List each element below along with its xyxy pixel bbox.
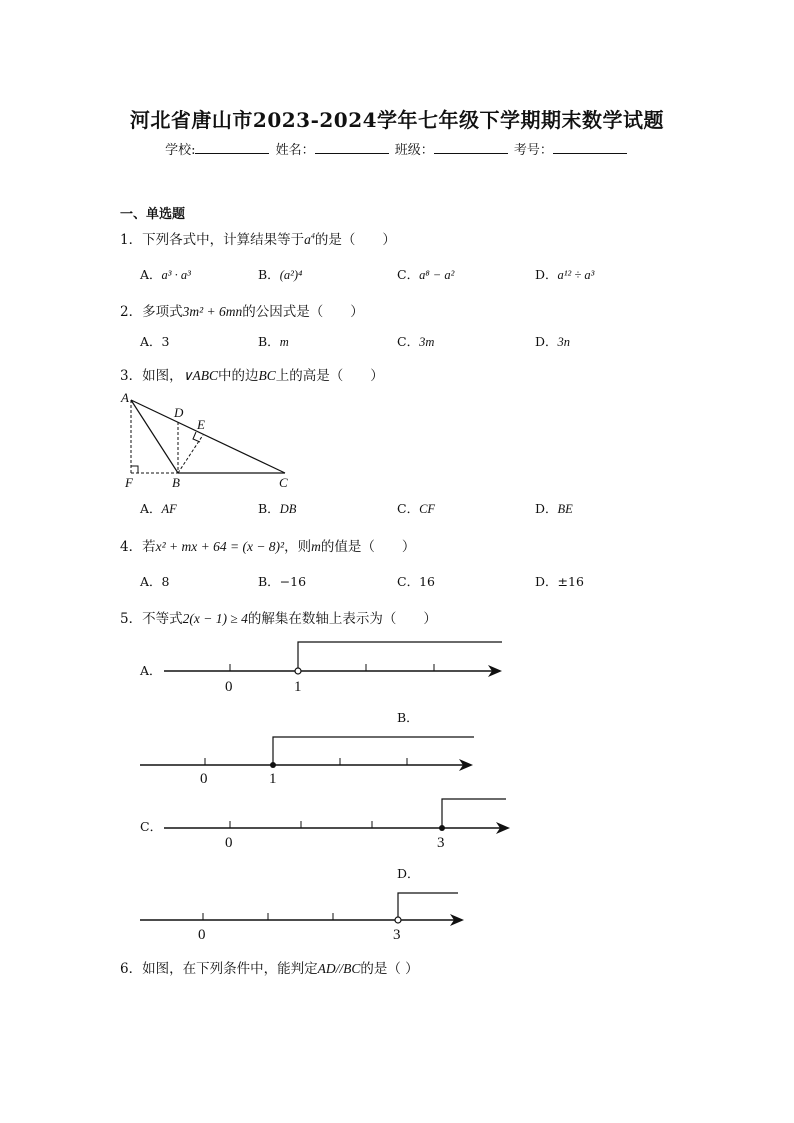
- segment-be: [178, 435, 203, 473]
- tick-label-0: 0: [200, 771, 208, 787]
- option-letter: C．: [397, 267, 420, 282]
- q3-math-2: BC: [258, 368, 276, 383]
- option-letter: B．: [258, 574, 280, 589]
- option-letter: D．: [535, 574, 558, 589]
- q5-option-a-number-line: [160, 636, 510, 696]
- q4-option-b[interactable]: [258, 572, 306, 590]
- option-letter: C．: [397, 574, 420, 589]
- q1-text-end: 的是（ ）: [314, 232, 396, 248]
- option-text: a³ · a³: [161, 268, 191, 282]
- option-text: 3: [161, 334, 170, 349]
- label-c: C: [279, 475, 288, 490]
- question-1-stem: [120, 228, 396, 248]
- number-label: 考号：: [513, 143, 553, 158]
- option-letter: D．: [535, 267, 558, 282]
- name-blank[interactable]: [315, 141, 389, 154]
- solution-bracket: [442, 799, 506, 828]
- option-text: a⁸ − a²: [419, 268, 455, 282]
- q3-math: ∨ABC: [182, 368, 218, 383]
- class-label: 班级：: [394, 143, 434, 158]
- closed-point: [270, 762, 276, 768]
- q2-option-b[interactable]: [258, 332, 289, 350]
- tick-label-1: 1: [294, 679, 302, 695]
- option-text: m: [279, 335, 289, 349]
- right-angle-e: [193, 432, 200, 442]
- question-5-stem: [120, 607, 437, 627]
- q4-math-2: m: [311, 539, 321, 554]
- option-text: CF: [419, 502, 436, 516]
- option-text: 8: [161, 574, 170, 589]
- option-letter: A．: [140, 334, 162, 349]
- q1-text: 1．下列各式中，计算结果等于: [120, 232, 305, 248]
- q5-option-c-letter[interactable]: C．: [140, 819, 163, 834]
- q3-option-a[interactable]: [140, 499, 177, 517]
- option-letter: B．: [258, 501, 280, 516]
- option-letter: A．: [140, 574, 162, 589]
- q6-text: 6．如图，在下列条件中，能判定: [120, 961, 318, 977]
- tick-label-0: 0: [225, 835, 233, 851]
- number-blank[interactable]: [553, 141, 627, 154]
- q4-math: x² + mx + 64 = (x − 8)²: [155, 539, 285, 554]
- q6-text-end: 的是（ ）: [360, 961, 419, 977]
- q2-math: 3m² + 6mn: [182, 304, 243, 319]
- q2-option-c[interactable]: [397, 332, 434, 350]
- q1-option-c[interactable]: [397, 265, 454, 283]
- tick-label-3: 3: [393, 927, 401, 943]
- option-text: 3n: [557, 335, 571, 349]
- option-letter: C．: [397, 334, 420, 349]
- q1-math: a: [304, 232, 311, 247]
- q4-option-c[interactable]: [397, 572, 435, 590]
- q5-text-end: 的解集在数轴上表示为（ ）: [247, 611, 437, 627]
- label-f: F: [125, 475, 133, 490]
- q5-option-d-number-line: [136, 888, 470, 944]
- option-text: ±16: [557, 574, 584, 589]
- q3-option-b[interactable]: [258, 499, 296, 517]
- q1-option-b[interactable]: [258, 265, 302, 283]
- solution-bracket: [273, 737, 474, 765]
- section-heading: 一、单选题: [120, 207, 186, 222]
- closed-point: [439, 825, 445, 831]
- q5-math: 2(x − 1) ≥ 4: [182, 611, 248, 626]
- class-blank[interactable]: [434, 141, 508, 154]
- option-text: 16: [419, 574, 435, 589]
- question-6-stem: [120, 957, 419, 977]
- label-d: D: [174, 405, 184, 420]
- q4-option-a[interactable]: [140, 572, 169, 590]
- q2-text-end: 的公因式是（ ）: [242, 304, 364, 320]
- q5-option-b-number-line: [136, 731, 481, 787]
- q5-option-c-number-line: [160, 794, 516, 852]
- open-point: [395, 917, 401, 923]
- option-text: 3m: [419, 335, 435, 349]
- q2-text: 2．多项式: [120, 304, 183, 320]
- q6-math: AD//BC: [317, 961, 361, 976]
- label-e: E: [197, 417, 205, 432]
- q5-option-a-letter[interactable]: A．: [140, 663, 162, 678]
- q4-option-d[interactable]: [535, 572, 584, 590]
- option-letter: B．: [258, 267, 280, 282]
- q5-option-b-letter[interactable]: B．: [397, 710, 419, 725]
- tick-label-0: 0: [225, 679, 233, 695]
- option-letter: D．: [535, 334, 558, 349]
- tick-label-3: 3: [437, 835, 445, 851]
- option-text: AF: [161, 502, 177, 516]
- q4-text-mid: ，则: [284, 539, 312, 555]
- q3-text-end: 上的高是（ ）: [275, 368, 384, 384]
- option-text: BE: [557, 502, 573, 516]
- q3-text-mid: 中的边: [217, 368, 259, 384]
- q2-option-a[interactable]: [140, 332, 169, 350]
- option-text: a¹² ÷ a³: [557, 268, 595, 282]
- name-label: 姓名：: [275, 143, 315, 158]
- option-text: −16: [279, 574, 307, 589]
- q2-option-d[interactable]: [535, 332, 570, 350]
- option-letter: D．: [535, 501, 558, 516]
- question-2-stem: [120, 300, 364, 320]
- option-letter: C．: [397, 501, 420, 516]
- q5-text: 5．不等式: [120, 611, 183, 627]
- q3-option-d[interactable]: [535, 499, 573, 517]
- open-point: [295, 668, 301, 674]
- tick-label-0: 0: [198, 927, 206, 943]
- q1-math-sup: 4: [310, 231, 315, 241]
- option-text: DB: [279, 502, 297, 516]
- question-4-stem: [120, 535, 415, 555]
- solution-bracket: [298, 642, 502, 671]
- right-angle-f: [131, 466, 138, 473]
- q1-option-d[interactable]: [535, 265, 594, 283]
- tick-label-1: 1: [269, 771, 277, 787]
- option-text: (a²)⁴: [279, 268, 303, 282]
- school-label: 学校:: [165, 143, 196, 158]
- school-blank[interactable]: [195, 141, 269, 154]
- q3-text: 3．如图，: [120, 368, 183, 384]
- q3-option-c[interactable]: [397, 499, 435, 517]
- label-b: B: [172, 475, 180, 490]
- q4-text: 4．若: [120, 539, 156, 555]
- option-letter: A．: [140, 267, 162, 282]
- option-letter: A．: [140, 501, 162, 516]
- solution-bracket: [398, 893, 458, 920]
- option-letter: B．: [258, 334, 280, 349]
- q5-option-d-letter[interactable]: D．: [397, 866, 420, 881]
- q4-text-end: 的值是（ ）: [320, 539, 416, 555]
- student-info-line: [0, 139, 794, 158]
- triangle-figure: [115, 388, 305, 490]
- page-title: 河北省唐山市2023-2024学年七年级下学期期末数学试题: [129, 108, 665, 132]
- q1-option-a[interactable]: [140, 265, 191, 283]
- label-a: A: [121, 390, 129, 405]
- question-3-stem: [120, 364, 384, 384]
